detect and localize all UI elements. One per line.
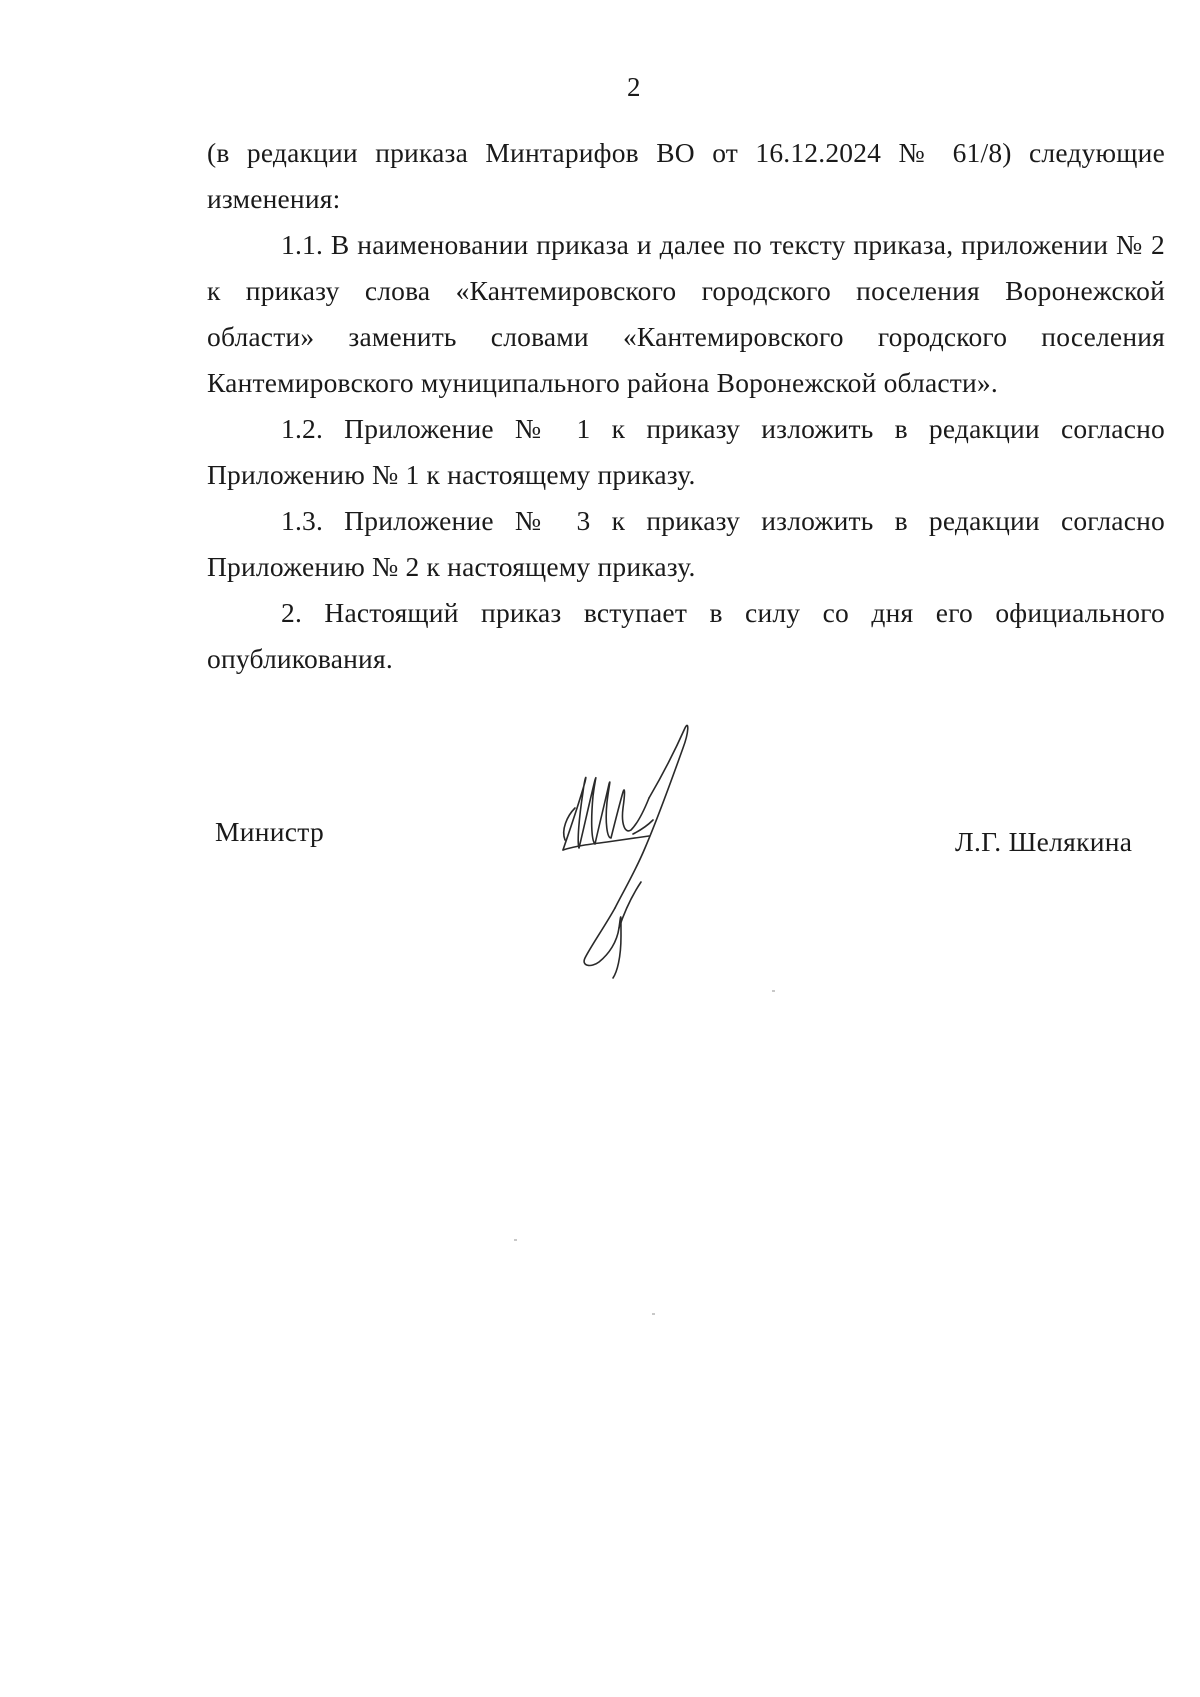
paragraph-continuation: (в редакции приказа Минтарифов ВО от 16.12.2024 № 61/8) следующие изменения: xyxy=(207,137,1165,214)
handwritten-signature xyxy=(555,722,725,982)
signer-name: Л.Г. Шелякина xyxy=(955,826,1133,857)
signer-position: Министр xyxy=(215,816,325,847)
paragraph-1-3: 1.3. Приложение № 3 к приказу изложить в редакции согласно Приложению № 2 к настоящему приказу. xyxy=(207,505,1165,582)
paragraph-2: 2. Настоящий приказ вступает в силу со дня его официального опубликования. xyxy=(207,597,1165,674)
scan-speck xyxy=(772,990,775,992)
page-number: 2 xyxy=(627,72,641,102)
paragraph-1-2: 1.2. Приложение № 1 к приказу изложить в редакции согласно Приложению № 1 к настоящему приказу. xyxy=(207,413,1165,490)
scan-speck xyxy=(514,1239,517,1241)
paragraph-1-1: 1.1. В наименовании приказа и далее по тексту приказа, приложении № 2 к приказу слова «Кантемировского городского поселения Воронежской области» заменить словами «Кантемировского городского поселения Кантемировского муниципального района Воронежской области». xyxy=(207,229,1165,398)
scan-speck xyxy=(652,1313,655,1315)
